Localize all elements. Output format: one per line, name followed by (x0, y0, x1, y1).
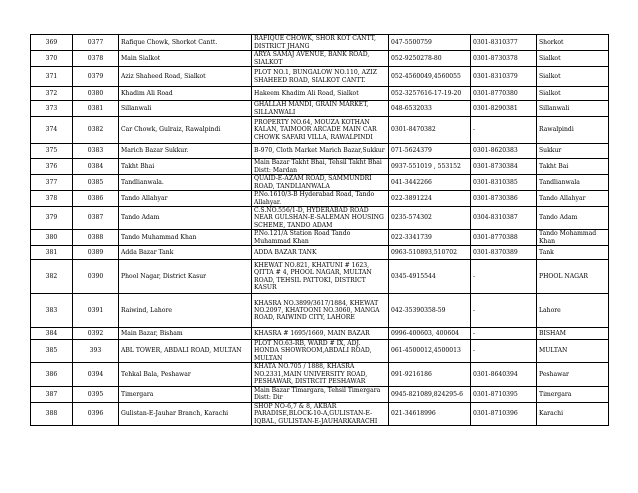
city-cell: Tando Adam (537, 207, 609, 230)
serial-no-cell: 370 (31, 51, 73, 67)
phone-cell: 0937-551019 , 553152 (389, 159, 471, 175)
phone-cell: 047-5500759 (389, 35, 471, 51)
serial-no-cell: 383 (31, 294, 73, 328)
serial-no-cell: 380 (31, 230, 73, 246)
branch-code-cell: 0386 (73, 191, 119, 207)
branch-code-cell: 0388 (73, 230, 119, 246)
phone-cell: 0963-510893,510702 (389, 246, 471, 260)
phone-cell: 0301-8470382 (389, 117, 471, 144)
branch-name-cell: Rafique Chowk, Shorkot Cantt. (119, 35, 252, 51)
table-row (31, 175, 609, 191)
table-row (31, 101, 609, 117)
branch-address-cell: PLOT NO.63-RB, WARD # IX, ADJ. HONDA SHOWROOM,ABDALI ROAD, MULTAN (252, 340, 389, 363)
branch-address-cell: RAFIQUE CHOWK, SHOR KOT CANTT, DISTRICT JHANG (252, 35, 389, 51)
table-row (31, 191, 609, 207)
serial-no-cell: 372 (31, 87, 73, 101)
branch-name-cell: Timergara (119, 386, 252, 402)
branch-name-cell: Sillanwali (119, 101, 252, 117)
mobile-cell: 0304-8310387 (471, 207, 537, 230)
serial-no-cell: 381 (31, 246, 73, 260)
table-row (31, 87, 609, 101)
branch-address-cell: PROPERTY NO.64, MOUZA KOTHAN KALAN, TAIMOOR ARCADE MAIN CAR CHOWK SAFARI VILLA, RAWALPINDI (252, 117, 389, 144)
city-cell: Sialkot (537, 67, 609, 87)
serial-no-cell: 369 (31, 35, 73, 51)
branch-code-cell: 0391 (73, 294, 119, 328)
mobile-cell: 0301-8370389 (471, 246, 537, 260)
branch-code-cell: 0395 (73, 386, 119, 402)
serial-no-cell: 376 (31, 159, 73, 175)
branch-name-cell: Main Sialkot (119, 51, 252, 67)
serial-no-cell: 377 (31, 175, 73, 191)
table-row (31, 402, 609, 425)
branch-code-cell: 0389 (73, 246, 119, 260)
branch-code-cell: 0380 (73, 87, 119, 101)
phone-cell: 0235-574302 (389, 207, 471, 230)
branch-address-cell: B-970, Cloth Market Marich Bazar,Sukkur (252, 144, 389, 159)
branch-address-cell: P.No.121/A Station Road Tando Muhammad Khan (252, 230, 389, 246)
phone-cell: 0345-4915544 (389, 260, 471, 294)
branch-name-cell: Adda Bazar Tank (119, 246, 252, 260)
branch-name-cell: Tehkal Bala, Peshawar (119, 362, 252, 386)
city-cell: Timergara (537, 386, 609, 402)
branch-name-cell: Khadim Ali Road (119, 87, 252, 101)
mobile-cell: - (471, 294, 537, 328)
city-cell: Rawalpindi (537, 117, 609, 144)
branch-name-cell: Tandlianwala. (119, 175, 252, 191)
phone-cell: 041-3442266 (389, 175, 471, 191)
city-cell: Takht Bai (537, 159, 609, 175)
branch-name-cell: Marich Bazar Sukkur. (119, 144, 252, 159)
phone-cell: 052-9250278-80 (389, 51, 471, 67)
serial-no-cell: 371 (31, 67, 73, 87)
table-row (31, 51, 609, 67)
serial-no-cell: 387 (31, 386, 73, 402)
branch-code-cell: 393 (73, 340, 119, 363)
city-cell: Tando Allahyar (537, 191, 609, 207)
branch-name-cell: Gulistan-E-Jauhar Branch, Karachi (119, 402, 252, 425)
mobile-cell: 0301-8710395 (471, 386, 537, 402)
branch-code-cell: 0394 (73, 362, 119, 386)
table-row (31, 35, 609, 51)
mobile-cell: 0301-8620383 (471, 144, 537, 159)
mobile-cell: 0301-8730386 (471, 191, 537, 207)
phone-cell: 022-3891224 (389, 191, 471, 207)
city-cell: Shorkot (537, 35, 609, 51)
branch-code-cell: 0378 (73, 51, 119, 67)
city-cell: Sialkot (537, 51, 609, 67)
branch-code-cell: 0382 (73, 117, 119, 144)
serial-no-cell: 386 (31, 362, 73, 386)
branch-name-cell: Raiwind, Lahore (119, 294, 252, 328)
table-row (31, 294, 609, 328)
branch-address-cell: QUAID-E-AZAM ROAD, SAMMUNDRI ROAD, TANDLIANWALA (252, 175, 389, 191)
branch-name-cell: Tando Allahyar (119, 191, 252, 207)
mobile-cell: 0301-8310379 (471, 67, 537, 87)
table-row (31, 260, 609, 294)
city-cell: BISHAM (537, 328, 609, 340)
branch-code-cell: 0392 (73, 328, 119, 340)
table-row (31, 144, 609, 159)
branch-address-cell: KHASRA NO.3899/3617/1884, KHEWAT NO.2097, KHATOONI NO.3060, MANGA ROAD, RAIWIND CITY, LAHORE (252, 294, 389, 328)
branch-name-cell: Main Bazar, Bisham (119, 328, 252, 340)
branch-address-cell: Main Bazar Timargara, Tehsil Timergara Distt: Dir (252, 386, 389, 402)
branch-name-cell: Tando Muhammad Khan (119, 230, 252, 246)
branch-address-cell: Main Bazar Takht Bhai, Tehsil Takht Bhai Distt: Mardan (252, 159, 389, 175)
branch-address-cell: Hakeem Khadim Ali Road, Sialkot (252, 87, 389, 101)
table-row (31, 386, 609, 402)
mobile-cell: - (471, 260, 537, 294)
city-cell: Karachi (537, 402, 609, 425)
phone-cell: 071-5624379 (389, 144, 471, 159)
branch-address-cell: SHOP NO-6,7 & 8, AKBAR PARADISE,BLOCK-10-A,GULISTAN-E-IQBAL, GULISTAN-E-JAUHARKARACHI (252, 402, 389, 425)
serial-no-cell: 375 (31, 144, 73, 159)
mobile-cell: 0301-8310377 (471, 35, 537, 51)
branch-address-cell: KHASRA # 1695/1669, MAIN BAZAR (252, 328, 389, 340)
phone-cell: 052-3257616-17-19-20 (389, 87, 471, 101)
city-cell: PHOOL NAGAR (537, 260, 609, 294)
mobile-cell: 0301-8640394 (471, 362, 537, 386)
mobile-cell: 0301-8710396 (471, 402, 537, 425)
city-cell: Tando Mohammad Khan (537, 230, 609, 246)
city-cell: Lahore (537, 294, 609, 328)
phone-cell: 048-6532033 (389, 101, 471, 117)
branch-code-cell: 0383 (73, 144, 119, 159)
city-cell: Sialkot (537, 87, 609, 101)
mobile-cell: - (471, 117, 537, 144)
branch-address-cell: P.No.1610/3-B Hyderabad Road, Tando Allahyar. (252, 191, 389, 207)
branch-code-cell: 0384 (73, 159, 119, 175)
mobile-cell: 0301-8770388 (471, 230, 537, 246)
branch-table-body (31, 35, 609, 426)
serial-no-cell: 374 (31, 117, 73, 144)
branch-address-cell: ADDA BAZAR TANK (252, 246, 389, 260)
table-row (31, 159, 609, 175)
city-cell: Sillanwali (537, 101, 609, 117)
branch-code-cell: 0396 (73, 402, 119, 425)
branch-code-cell: 0390 (73, 260, 119, 294)
branch-name-cell: Car Chowk, Gulraiz, Rawalpindi (119, 117, 252, 144)
branch-code-cell: 0379 (73, 67, 119, 87)
branch-code-cell: 0387 (73, 207, 119, 230)
branch-address-cell: C.S.NO.556/1-D, HYDERABAD ROAD NEAR GULSHAN-E-SALEMAN HOUSING SCHEME, TANDO ADAM (252, 207, 389, 230)
mobile-cell: 0301-8730384 (471, 159, 537, 175)
branch-code-cell: 0385 (73, 175, 119, 191)
city-cell: MULTAN (537, 340, 609, 363)
branch-address-cell: PLOT NO.1, BUNGALOW NO.110, AZIZ SHAHEED ROAD, SIALKOT CANTT. (252, 67, 389, 87)
branch-table (30, 34, 609, 426)
phone-cell: 042-35390358-59 (389, 294, 471, 328)
phone-cell: 0996-400603, 400604 (389, 328, 471, 340)
branch-name-cell: Takht Bhai (119, 159, 252, 175)
phone-cell: 021-34618996 (389, 402, 471, 425)
serial-no-cell: 384 (31, 328, 73, 340)
mobile-cell: - (471, 328, 537, 340)
city-cell: Tank (537, 246, 609, 260)
city-cell: Tandlianwala (537, 175, 609, 191)
serial-no-cell: 379 (31, 207, 73, 230)
branch-address-cell: ARYA SAMAJ AVENUE, BANK ROAD, SIALKOT (252, 51, 389, 67)
table-row (31, 67, 609, 87)
branch-address-cell: GHALLAH MANDI, GRAIN MARKET, SILLANWALI (252, 101, 389, 117)
branch-name-cell: Phool Nagar, District Kasur (119, 260, 252, 294)
mobile-cell: 0301-8770380 (471, 87, 537, 101)
phone-cell: 061-4500012,4500013 (389, 340, 471, 363)
mobile-cell: 0301-8730378 (471, 51, 537, 67)
phone-cell: 022-3341739 (389, 230, 471, 246)
table-row (31, 230, 609, 246)
branch-code-cell: 0381 (73, 101, 119, 117)
document-page (30, 34, 608, 426)
mobile-cell: - (471, 340, 537, 363)
table-row (31, 207, 609, 230)
serial-no-cell: 382 (31, 260, 73, 294)
phone-cell: 091-9216186 (389, 362, 471, 386)
serial-no-cell: 373 (31, 101, 73, 117)
branch-name-cell: Aziz Shaheed Road, Sialkot (119, 67, 252, 87)
phone-cell: 052-4560049,4560055 (389, 67, 471, 87)
branch-name-cell: ABL TOWER, ABDALI ROAD, MULTAN (119, 340, 252, 363)
serial-no-cell: 388 (31, 402, 73, 425)
serial-no-cell: 378 (31, 191, 73, 207)
branch-name-cell: Tando Adam (119, 207, 252, 230)
serial-no-cell: 385 (31, 340, 73, 363)
branch-address-cell: KHEWAT NO.821, KHATUNI # 1623, QITTA # 4, PHOOL NAGAR, MULTAN ROAD, TEHSIL PATTOKI, DISTRICT KASUR (252, 260, 389, 294)
mobile-cell: 0301-8310385 (471, 175, 537, 191)
city-cell: Sukkur (537, 144, 609, 159)
table-row (31, 328, 609, 340)
branch-address-cell: KHATA NO.705 / 1888, KHASRA NO.2331,MAIN UNIVERSITY ROAD, PESHAWAR, DISTRCIT PESHAWAR (252, 362, 389, 386)
branch-code-cell: 0377 (73, 35, 119, 51)
phone-cell: 0945-821089,824295-6 (389, 386, 471, 402)
table-row (31, 340, 609, 363)
table-row (31, 362, 609, 386)
mobile-cell: 0301-8290381 (471, 101, 537, 117)
city-cell: Peshawar (537, 362, 609, 386)
table-row (31, 246, 609, 260)
table-row (31, 117, 609, 144)
